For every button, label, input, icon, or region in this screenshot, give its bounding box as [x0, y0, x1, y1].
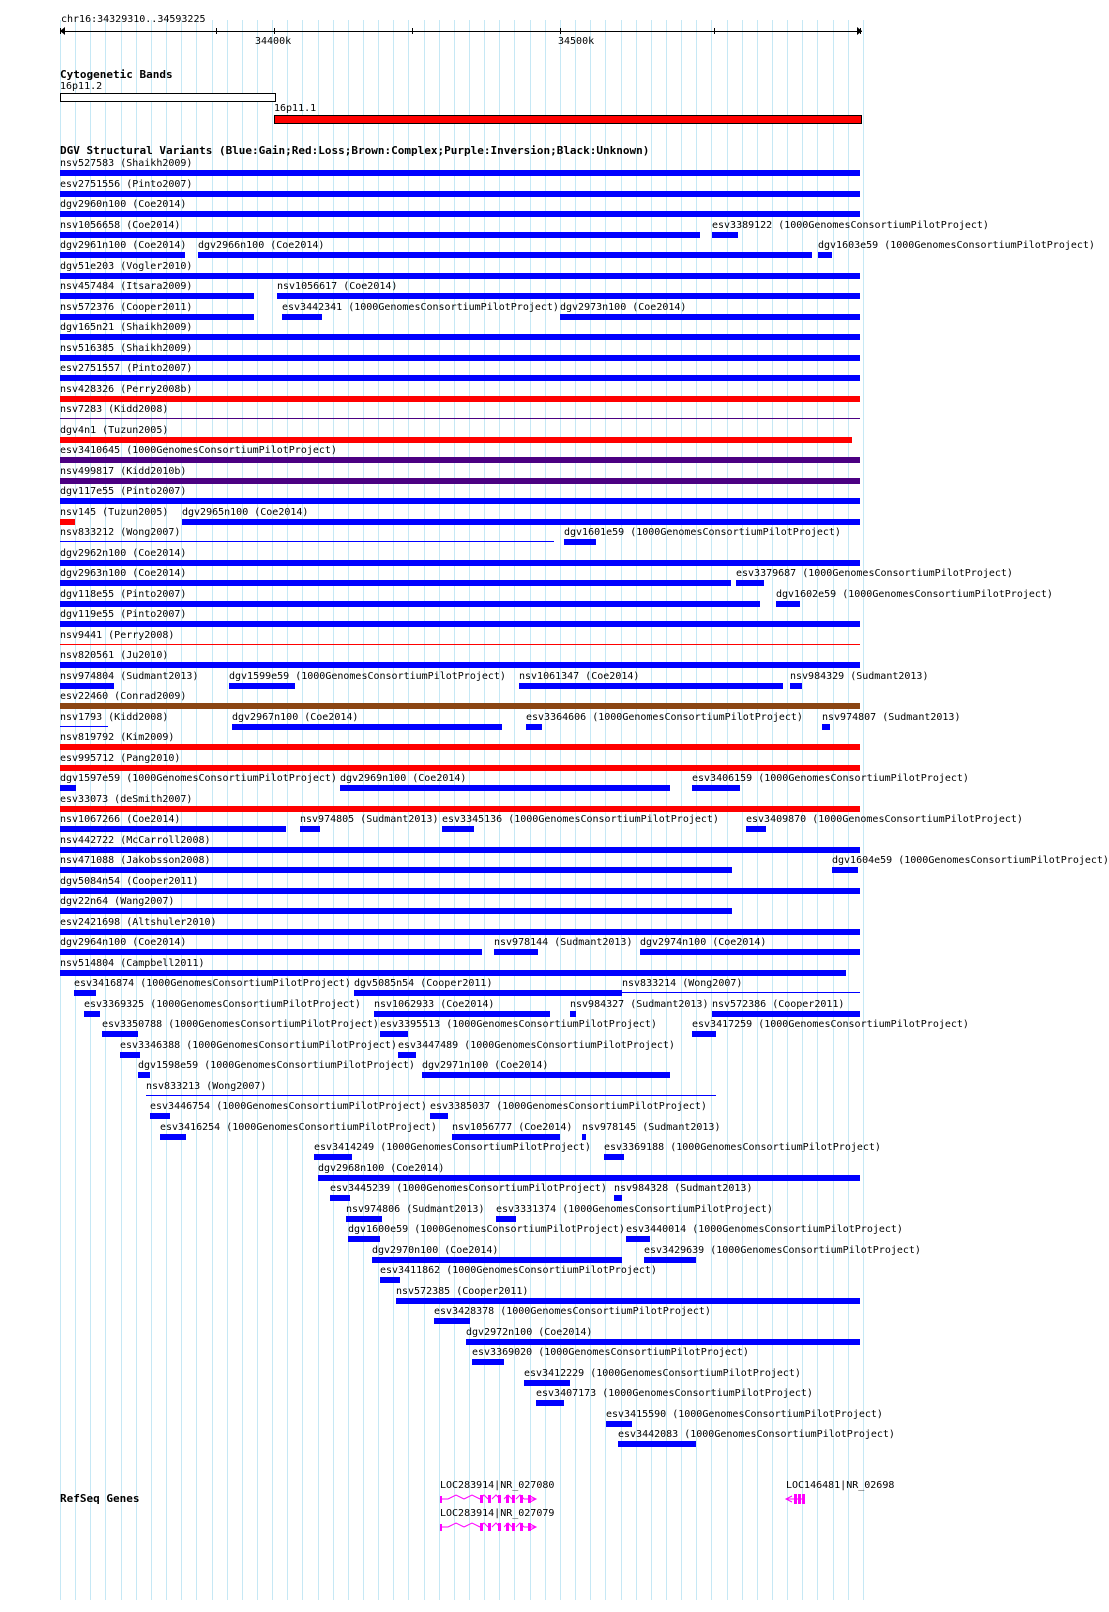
dgv-feature-label: dgv2962n100 (Coe2014) [60, 548, 187, 559]
dgv-feature-bar[interactable] [60, 765, 860, 771]
dgv-feature-bar[interactable] [60, 334, 860, 340]
dgv-feature-label: nsv974804 (Sudmant2013) [60, 671, 199, 682]
dgv-feature-bar[interactable] [84, 1011, 100, 1017]
dgv-feature-label: esv3346388 (1000GenomesConsortiumPilotProject) [120, 1040, 397, 1051]
dgv-feature-label: nsv984327 (Sudmant2013) [570, 999, 709, 1010]
dgv-feature-label: dgv2966n100 (Coe2014) [198, 240, 325, 251]
dgv-feature-bar[interactable] [300, 826, 320, 832]
dgv-feature-bar[interactable] [120, 1052, 140, 1058]
dgv-feature-bar[interactable] [640, 949, 860, 955]
dgv-feature-label: dgv2970n100 (Coe2014) [372, 1245, 499, 1256]
dgv-feature-label: nsv1067266 (Coe2014) [60, 814, 181, 825]
dgv-feature-bar[interactable] [832, 867, 858, 873]
dgv-feature-bar[interactable] [736, 580, 764, 586]
dgv-feature-bar[interactable] [60, 785, 76, 791]
dgv-feature-label: esv3409870 (1000GenomesConsortiumPilotProject) [746, 814, 1023, 825]
dgv-feature-bar[interactable] [398, 1052, 416, 1058]
dgv-feature-label: esv3364606 (1000GenomesConsortiumPilotProject) [526, 712, 803, 723]
dgv-feature-label: esv2751556 (Pinto2007) [60, 179, 193, 190]
dgv-feature-bar[interactable] [60, 541, 554, 542]
dgv-feature-label: nsv9441 (Perry2008) [60, 630, 175, 641]
dgv-feature-label: esv3395513 (1000GenomesConsortiumPilotProject) [380, 1019, 657, 1030]
dgv-feature-label: dgv1601e59 (1000GenomesConsortiumPilotProject) [564, 527, 841, 538]
dgv-feature-label: nsv833213 (Wong2007) [146, 1081, 267, 1092]
dgv-feature-bar[interactable] [60, 683, 114, 689]
tick-label-34500k: 34500k [558, 36, 595, 47]
dgv-feature-bar[interactable] [374, 1011, 550, 1017]
dgv-feature-bar[interactable] [60, 726, 108, 727]
dgv-feature-label: dgv1598e59 (1000GenomesConsortiumPilotProject) [138, 1060, 415, 1071]
dgv-feature-bar[interactable] [330, 1195, 350, 1201]
dgv-feature-label: nsv428326 (Perry2008b) [60, 384, 193, 395]
dgv-feature-bar[interactable] [380, 1031, 408, 1037]
dgv-feature-label: dgv2974n100 (Coe2014) [640, 937, 767, 948]
refseq-gene-model[interactable] [440, 1493, 540, 1505]
dgv-feature-bar[interactable] [494, 949, 538, 955]
dgv-feature-label: dgv1599e59 (1000GenomesConsortiumPilotProject) [229, 671, 506, 682]
refseq-gene-model[interactable] [440, 1521, 540, 1533]
dgv-feature-bar[interactable] [346, 1216, 382, 1222]
dgv-feature-bar[interactable] [60, 293, 254, 299]
dgv-feature-label: nsv1061347 (Coe2014) [519, 671, 640, 682]
ruler-tick [216, 28, 217, 34]
dgv-feature-bar[interactable] [442, 826, 474, 832]
dgv-feature-label: esv3389122 (1000GenomesConsortiumPilotProject) [712, 220, 989, 231]
cytoband-label-16p11.2: 16p11.2 [60, 81, 103, 92]
dgv-feature-bar[interactable] [466, 1339, 860, 1345]
dgv-feature-label: nsv572376 (Cooper2011) [60, 302, 193, 313]
dgv-feature-bar[interactable] [452, 1134, 560, 1140]
dgv-feature-label: esv3440014 (1000GenomesConsortiumPilotProject) [626, 1224, 903, 1235]
dgv-feature-label: nsv1056617 (Coe2014) [277, 281, 398, 292]
dgv-feature-bar[interactable] [60, 478, 860, 484]
dgv-track-title: DGV Structural Variants (Blue:Gain;Red:Loss;Brown:Complex;Purple:Inversion;Black:Unknown) [60, 144, 650, 157]
dgv-feature-label: dgv1600e59 (1000GenomesConsortiumPilotProject) [348, 1224, 625, 1235]
dgv-feature-bar[interactable] [422, 1072, 670, 1078]
dgv-feature-label: dgv1604e59 (1000GenomesConsortiumPilotProject) [832, 855, 1109, 866]
dgv-feature-label: esv3411862 (1000GenomesConsortiumPilotProject) [380, 1265, 657, 1276]
dgv-feature-bar[interactable] [60, 908, 732, 914]
dgv-feature-label: dgv4n1 (Tuzun2005) [60, 425, 169, 436]
dgv-feature-bar[interactable] [712, 1011, 860, 1017]
dgv-feature-label: nsv978144 (Sudmant2013) [494, 937, 633, 948]
dgv-feature-bar[interactable] [692, 1031, 716, 1037]
dgv-feature-bar[interactable] [354, 990, 622, 996]
dgv-feature-bar[interactable] [60, 826, 286, 832]
dgv-feature-label: dgv2961n100 (Coe2014) [60, 240, 187, 251]
dgv-feature-bar[interactable] [60, 457, 860, 463]
dgv-feature-label: esv3410645 (1000GenomesConsortiumPilotProject) [60, 445, 337, 456]
dgv-feature-label: esv33073 (deSmith2007) [60, 794, 193, 805]
dgv-feature-label: nsv984328 (Sudmant2013) [614, 1183, 753, 1194]
dgv-feature-bar[interactable] [604, 1154, 624, 1160]
dgv-feature-label: esv3369325 (1000GenomesConsortiumPilotProject) [84, 999, 361, 1010]
dgv-feature-bar[interactable] [434, 1318, 470, 1324]
dgv-feature-label: esv3369020 (1000GenomesConsortiumPilotProject) [472, 1347, 749, 1358]
dgv-feature-label: dgv2963n100 (Coe2014) [60, 568, 187, 579]
dgv-feature-bar[interactable] [564, 539, 596, 545]
dgv-feature-label: esv3406159 (1000GenomesConsortiumPilotProject) [692, 773, 969, 784]
dgv-feature-bar[interactable] [150, 1113, 170, 1119]
dgv-feature-label: nsv1062933 (Coe2014) [374, 999, 495, 1010]
dgv-feature-bar[interactable] [60, 744, 860, 750]
dgv-feature-bar[interactable] [582, 1134, 586, 1140]
dgv-feature-bar[interactable] [60, 560, 860, 566]
dgv-feature-bar[interactable] [60, 375, 860, 381]
refseq-track-title: RefSeq Genes [60, 1492, 140, 1505]
dgv-feature-label: dgv118e55 (Pinto2007) [60, 589, 187, 600]
dgv-feature-bar[interactable] [536, 1400, 564, 1406]
dgv-feature-bar[interactable] [138, 1072, 150, 1078]
dgv-feature-bar[interactable] [60, 806, 860, 812]
refseq-gene-model[interactable] [786, 1493, 826, 1505]
dgv-feature-bar[interactable] [60, 396, 860, 402]
refseq-gene-label: LOC283914|NR_027080 [440, 1480, 555, 1491]
dgv-feature-label: dgv2971n100 (Coe2014) [422, 1060, 549, 1071]
dgv-feature-label: dgv2972n100 (Coe2014) [466, 1327, 593, 1338]
dgv-feature-label: esv3447489 (1000GenomesConsortiumPilotProject) [398, 1040, 675, 1051]
dgv-feature-bar[interactable] [818, 252, 832, 258]
dgv-feature-bar[interactable] [314, 1154, 352, 1160]
dgv-feature-label: dgv165n21 (Shaikh2009) [60, 322, 193, 333]
dgv-feature-label: dgv119e55 (Pinto2007) [60, 609, 187, 620]
dgv-feature-bar[interactable] [60, 888, 860, 894]
dgv-feature-bar[interactable] [776, 601, 800, 607]
dgv-feature-label: esv3412229 (1000GenomesConsortiumPilotProject) [524, 1368, 801, 1379]
dgv-feature-bar[interactable] [74, 990, 96, 996]
dgv-feature-label: dgv2965n100 (Coe2014) [182, 507, 309, 518]
ruler-tick [560, 28, 561, 34]
dgv-feature-label: dgv1603e59 (1000GenomesConsortiumPilotProject) [818, 240, 1095, 251]
dgv-feature-bar[interactable] [396, 1298, 860, 1304]
dgv-feature-label: dgv1602e59 (1000GenomesConsortiumPilotProject) [776, 589, 1053, 600]
dgv-feature-label: esv3414249 (1000GenomesConsortiumPilotProject) [314, 1142, 591, 1153]
dgv-feature-label: esv2421698 (Altshuler2010) [60, 917, 217, 928]
dgv-feature-bar[interactable] [60, 580, 731, 586]
dgv-feature-bar[interactable] [618, 1441, 696, 1447]
ruler-tick [412, 28, 413, 34]
dgv-feature-label: nsv1056658 (Coe2014) [60, 220, 181, 231]
dgv-feature-label: nsv7283 (Kidd2008) [60, 404, 169, 415]
dgv-feature-label: esv3331374 (1000GenomesConsortiumPilotProject) [496, 1204, 773, 1215]
dgv-feature-bar[interactable] [60, 703, 860, 709]
dgv-feature-bar[interactable] [198, 252, 812, 258]
dgv-feature-label: esv3428378 (1000GenomesConsortiumPilotProject) [434, 1306, 711, 1317]
dgv-feature-bar[interactable] [60, 252, 185, 258]
dgv-feature-bar[interactable] [232, 724, 502, 730]
dgv-feature-label: nsv984329 (Sudmant2013) [790, 671, 929, 682]
dgv-feature-bar[interactable] [626, 1236, 650, 1242]
ruler-tick [860, 28, 861, 34]
dgv-feature-bar[interactable] [472, 1359, 504, 1365]
dgv-feature-label: esv3345136 (1000GenomesConsortiumPilotProject) [442, 814, 719, 825]
dgv-feature-label: nsv1056777 (Coe2014) [452, 1122, 573, 1133]
dgv-feature-label: esv3379687 (1000GenomesConsortiumPilotProject) [736, 568, 1013, 579]
ruler-tick [274, 28, 275, 34]
dgv-feature-bar[interactable] [282, 314, 322, 320]
dgv-feature-label: nsv978145 (Sudmant2013) [582, 1122, 721, 1133]
dgv-feature-bar[interactable] [570, 1011, 576, 1017]
dgv-feature-label: nsv145 (Tuzun2005) [60, 507, 169, 518]
dgv-feature-bar[interactable] [614, 1195, 622, 1201]
dgv-feature-label: nsv457484 (Itsara2009) [60, 281, 193, 292]
dgv-feature-label: esv3407173 (1000GenomesConsortiumPilotProject) [536, 1388, 813, 1399]
dgv-feature-bar[interactable] [496, 1216, 516, 1222]
dgv-feature-label: esv3445239 (1000GenomesConsortiumPilotProject) [330, 1183, 607, 1194]
dgv-feature-bar[interactable] [430, 1113, 448, 1119]
dgv-feature-label: nsv514804 (Campbell2011) [60, 958, 205, 969]
dgv-feature-bar[interactable] [102, 1031, 138, 1037]
dgv-feature-bar[interactable] [277, 293, 860, 299]
cytoband-16p11.1[interactable] [274, 115, 862, 124]
dgv-feature-label: dgv2960n100 (Coe2014) [60, 199, 187, 210]
dgv-feature-bar[interactable] [348, 1236, 380, 1242]
tick-label-34400k: 34400k [255, 36, 292, 47]
dgv-feature-bar[interactable] [60, 232, 700, 238]
dgv-feature-label: esv3429639 (1000GenomesConsortiumPilotProject) [644, 1245, 921, 1256]
cytoband-label-16p11.1: 16p11.1 [274, 103, 317, 114]
dgv-feature-label: dgv2969n100 (Coe2014) [340, 773, 467, 784]
dgv-feature-bar[interactable] [60, 170, 860, 176]
dgv-feature-bar[interactable] [60, 273, 860, 279]
dgv-feature-bar[interactable] [60, 519, 75, 525]
dgv-feature-label: dgv1597e59 (1000GenomesConsortiumPilotProject) [60, 773, 337, 784]
cytoband-track-title: Cytogenetic Bands [60, 68, 173, 81]
dgv-feature-label: esv3416254 (1000GenomesConsortiumPilotProject) [160, 1122, 437, 1133]
dgv-feature-label: dgv2968n100 (Coe2014) [318, 1163, 445, 1174]
dgv-feature-bar[interactable] [60, 662, 860, 668]
dgv-feature-bar[interactable] [822, 724, 830, 730]
dgv-feature-label: nsv833212 (Wong2007) [60, 527, 181, 538]
dgv-feature-bar[interactable] [60, 644, 860, 645]
dgv-feature-label: dgv117e55 (Pinto2007) [60, 486, 187, 497]
dgv-feature-bar[interactable] [60, 867, 732, 873]
dgv-feature-bar[interactable] [60, 949, 482, 955]
dgv-feature-label: nsv974807 (Sudmant2013) [822, 712, 961, 723]
dgv-feature-bar[interactable] [692, 785, 740, 791]
dgv-feature-label: dgv51e203 (Vogler2010) [60, 261, 193, 272]
dgv-feature-label: nsv819792 (Kim2009) [60, 732, 175, 743]
dgv-feature-label: esv2751557 (Pinto2007) [60, 363, 193, 374]
dgv-feature-bar[interactable] [790, 683, 802, 689]
dgv-feature-label: esv22460 (Conrad2009) [60, 691, 187, 702]
dgv-feature-label: nsv820561 (Ju2010) [60, 650, 169, 661]
ruler-line [60, 31, 862, 32]
dgv-feature-bar[interactable] [60, 355, 860, 361]
dgv-feature-bar[interactable] [60, 314, 254, 320]
dgv-feature-label: nsv516385 (Shaikh2009) [60, 343, 193, 354]
dgv-feature-label: esv995712 (Pang2010) [60, 753, 181, 764]
cytoband-16p11.2[interactable] [60, 93, 276, 102]
refseq-gene-label: LOC146481|NR_02698 [786, 1480, 895, 1491]
grid-line [863, 20, 864, 1600]
dgv-feature-label: nsv1793 (Kidd2008) [60, 712, 169, 723]
dgv-feature-label: dgv5085n54 (Cooper2011) [354, 978, 493, 989]
dgv-feature-bar[interactable] [606, 1421, 632, 1427]
dgv-feature-bar[interactable] [340, 785, 670, 791]
dgv-feature-label: nsv974806 (Sudmant2013) [346, 1204, 485, 1215]
dgv-feature-label: esv3369188 (1000GenomesConsortiumPilotProject) [604, 1142, 881, 1153]
dgv-feature-label: nsv833214 (Wong2007) [622, 978, 743, 989]
dgv-feature-label: dgv22n64 (Wang2007) [60, 896, 175, 907]
dgv-feature-label: nsv527583 (Shaikh2009) [60, 158, 193, 169]
dgv-feature-label: dgv5084n54 (Cooper2011) [60, 876, 199, 887]
dgv-feature-bar[interactable] [560, 314, 860, 320]
dgv-feature-bar[interactable] [644, 1257, 696, 1263]
dgv-feature-bar[interactable] [622, 992, 860, 993]
dgv-feature-bar[interactable] [712, 232, 738, 238]
dgv-feature-bar[interactable] [60, 498, 860, 504]
dgv-feature-bar[interactable] [524, 1380, 570, 1386]
dgv-feature-bar[interactable] [372, 1257, 622, 1263]
ruler-coordinates: chr16:34329310..34593225 [61, 14, 206, 25]
dgv-feature-bar[interactable] [380, 1277, 400, 1283]
dgv-feature-bar[interactable] [60, 929, 860, 935]
dgv-feature-bar[interactable] [318, 1175, 860, 1181]
dgv-feature-label: nsv572386 (Cooper2011) [712, 999, 845, 1010]
dgv-feature-bar[interactable] [182, 519, 860, 525]
dgv-feature-label: dgv2973n100 (Coe2014) [560, 302, 687, 313]
dgv-feature-bar[interactable] [746, 826, 766, 832]
dgv-feature-label: esv3415590 (1000GenomesConsortiumPilotProject) [606, 1409, 883, 1420]
dgv-feature-bar[interactable] [146, 1095, 716, 1096]
dgv-feature-bar[interactable] [60, 437, 852, 443]
dgv-feature-bar[interactable] [229, 683, 295, 689]
dgv-feature-bar[interactable] [60, 970, 846, 976]
dgv-feature-label: nsv499817 (Kidd2010b) [60, 466, 187, 477]
refseq-gene-label: LOC283914|NR_027079 [440, 1508, 555, 1519]
dgv-feature-bar[interactable] [526, 724, 542, 730]
dgv-feature-bar[interactable] [60, 621, 860, 627]
dgv-feature-label: esv3350788 (1000GenomesConsortiumPilotProject) [102, 1019, 379, 1030]
ruler-tick [60, 28, 61, 34]
dgv-feature-label: esv3442341 (1000GenomesConsortiumPilotProject) [282, 302, 559, 313]
dgv-feature-label: esv3442083 (1000GenomesConsortiumPilotProject) [618, 1429, 895, 1440]
dgv-feature-label: esv3416874 (1000GenomesConsortiumPilotProject) [74, 978, 351, 989]
dgv-feature-bar[interactable] [160, 1134, 186, 1140]
dgv-feature-label: nsv572385 (Cooper2011) [396, 1286, 529, 1297]
dgv-feature-bar[interactable] [519, 683, 783, 689]
dgv-feature-bar[interactable] [60, 191, 860, 197]
dgv-feature-label: esv3417259 (1000GenomesConsortiumPilotProject) [692, 1019, 969, 1030]
dgv-feature-label: nsv471088 (Jakobsson2008) [60, 855, 211, 866]
dgv-feature-bar[interactable] [60, 601, 760, 607]
dgv-feature-bar[interactable] [60, 847, 860, 853]
dgv-feature-bar[interactable] [60, 211, 860, 217]
dgv-feature-bar[interactable] [60, 418, 860, 419]
dgv-feature-label: dgv2964n100 (Coe2014) [60, 937, 187, 948]
dgv-feature-label: dgv2967n100 (Coe2014) [232, 712, 359, 723]
dgv-feature-label: esv3446754 (1000GenomesConsortiumPilotProject) [150, 1101, 427, 1112]
dgv-feature-label: esv3385037 (1000GenomesConsortiumPilotProject) [430, 1101, 707, 1112]
ruler-tick [714, 28, 715, 34]
dgv-feature-label: nsv974805 (Sudmant2013) [300, 814, 439, 825]
dgv-feature-label: nsv442722 (McCarroll2008) [60, 835, 211, 846]
